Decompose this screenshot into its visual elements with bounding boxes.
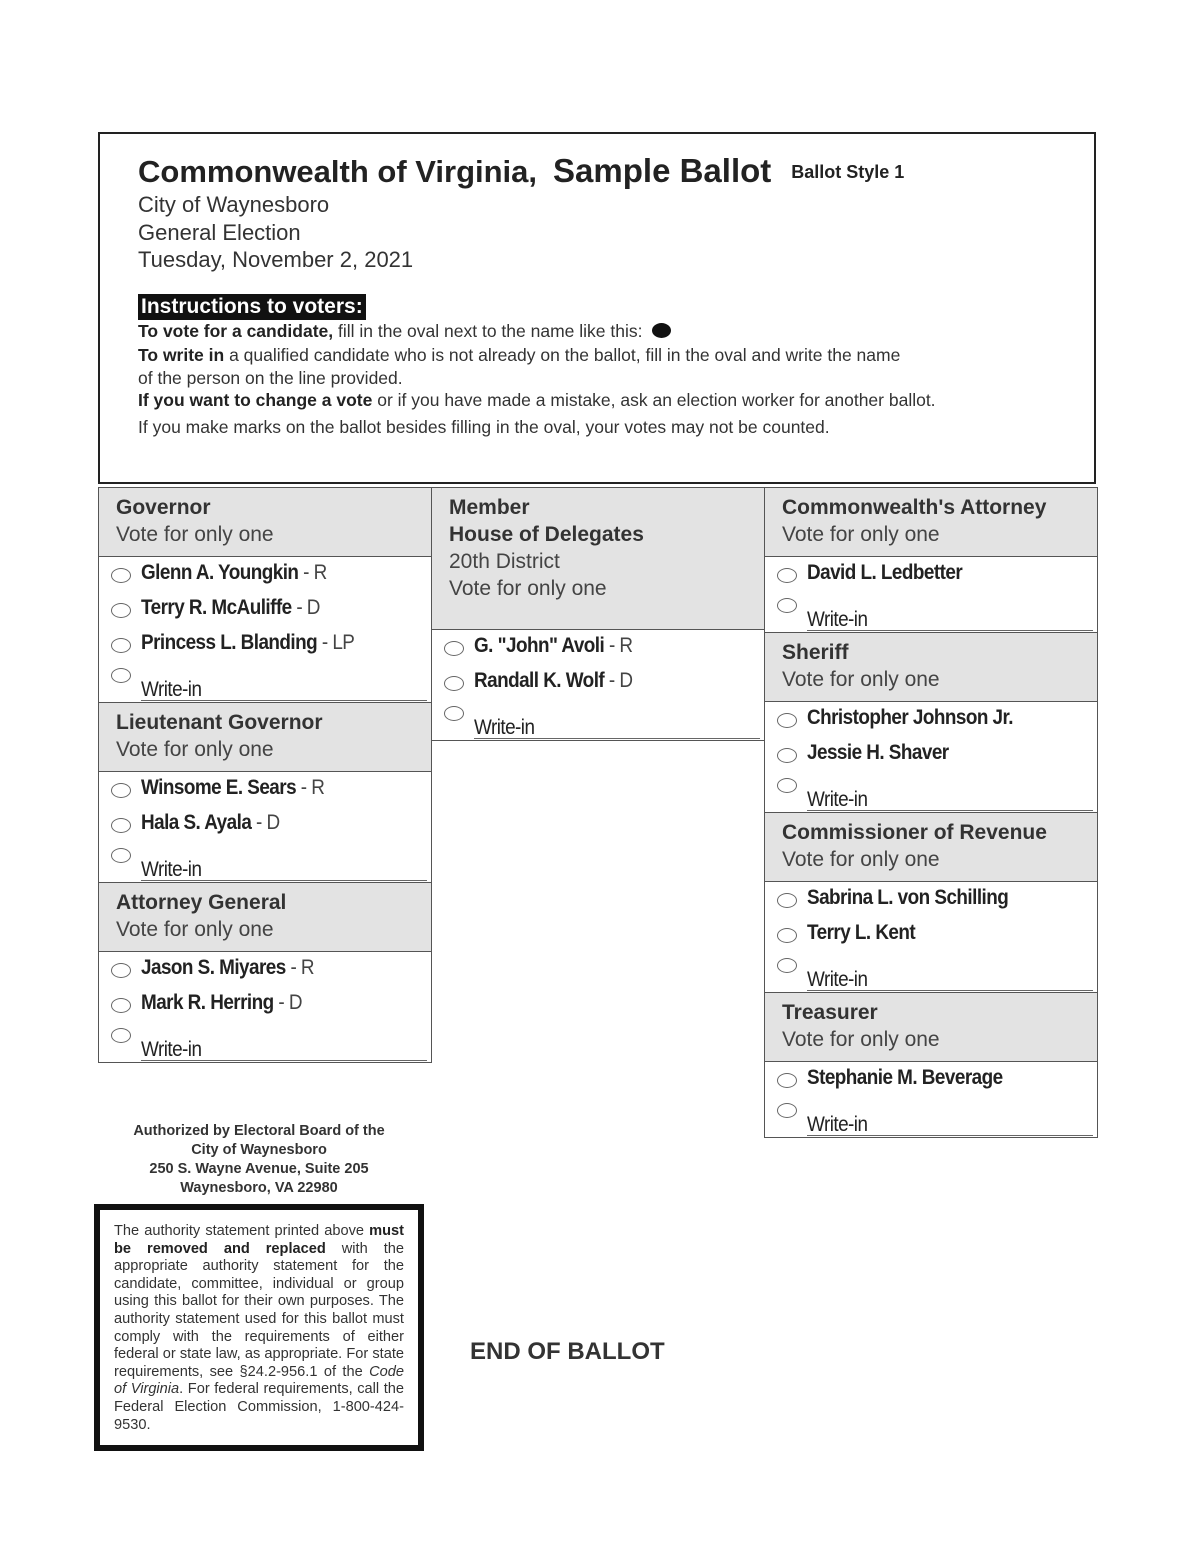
write-in-line[interactable] — [141, 1060, 427, 1061]
office-title: Sheriff — [782, 641, 849, 664]
authority-notice-box: The authority statement printed above must be removed and replaced with the appropriate authority statement for the candidate, committee, individual or group using this ballot for their own purposes. The authority statement used for this ballot must comply with the requirements of either federal or state law, as appropriate. For state requirements, see §24.2-956.1 of the Code of Virginia. For federal requirements, call the Federal Election Commission, 1-800-424-9530. — [94, 1204, 424, 1451]
candidate-row[interactable]: Jason S. Miyares - R — [99, 952, 431, 987]
office-title: Commissioner of Revenue — [782, 821, 1047, 844]
vote-instruction: Vote for only one — [116, 918, 274, 941]
candidate-row[interactable]: G. "John" Avoli - R — [432, 630, 764, 665]
instruction-line-5: If you make marks on the ballot besides filling in the oval, your votes may not be counted. — [138, 417, 830, 437]
candidate-row[interactable]: David L. Ledbetter — [765, 557, 1097, 592]
oval-icon[interactable] — [777, 778, 797, 793]
write-in-row[interactable]: Write-in — [765, 952, 1097, 992]
candidate-row[interactable]: Princess L. Blanding - LP — [99, 627, 431, 662]
title-line — [138, 152, 904, 190]
write-in-line[interactable] — [807, 810, 1093, 811]
oval-icon[interactable] — [111, 1028, 131, 1043]
vote-instruction: Vote for only one — [782, 848, 940, 871]
oval-icon[interactable] — [111, 568, 131, 583]
candidate-row[interactable]: Terry R. McAuliffe - D — [99, 592, 431, 627]
ballot-header — [98, 132, 1096, 484]
office-title: Lieutenant Governor — [116, 711, 323, 734]
contest-sheriff — [764, 633, 1098, 813]
contest-header — [99, 488, 431, 557]
candidate-row[interactable]: Glenn A. Youngkin - R — [99, 557, 431, 592]
contest-header — [99, 703, 431, 772]
write-in-row[interactable]: Write-in — [765, 772, 1097, 812]
write-in-row[interactable]: Write-in — [99, 842, 431, 882]
contest-header — [765, 633, 1097, 702]
candidate-row[interactable]: Hala S. Ayala - D — [99, 807, 431, 842]
election-date: Tuesday, November 2, 2021 — [138, 247, 414, 272]
authority-statement: Authorized by Electoral Board of the City of Waynesboro 250 S. Wayne Avenue, Suite 205 Waynesboro, VA 22980 — [133, 1123, 385, 1196]
oval-icon[interactable] — [777, 893, 797, 908]
oval-icon[interactable] — [111, 603, 131, 618]
contest-governor — [98, 487, 432, 703]
candidate-row[interactable]: Mark R. Herring - D — [99, 987, 431, 1022]
sample-ballot-label: Sample Ballot — [553, 152, 772, 189]
instruction-line-4: If you want to change a vote or if you have made a mistake, ask an election worker for another ballot. — [138, 390, 936, 410]
write-in-line[interactable] — [474, 738, 760, 739]
filled-oval-example-icon — [652, 323, 671, 338]
write-in-row[interactable]: Write-in — [432, 700, 764, 740]
instruction-line-3: of the person on the line provided. — [138, 368, 403, 388]
office-title-line-2: House of Delegates — [449, 523, 644, 546]
candidate-row[interactable]: Terry L. Kent — [765, 917, 1097, 952]
oval-icon[interactable] — [111, 963, 131, 978]
ballot-column-1 — [98, 487, 432, 1063]
ballot-column-3 — [764, 487, 1098, 1138]
oval-icon[interactable] — [111, 668, 131, 683]
write-in-line[interactable] — [807, 1135, 1093, 1136]
contest-treasurer — [764, 993, 1098, 1138]
vote-instruction: Vote for only one — [449, 577, 607, 600]
oval-icon[interactable] — [777, 928, 797, 943]
city-name: City of Waynesboro — [138, 192, 330, 217]
candidate-row[interactable]: Christopher Johnson Jr. — [765, 702, 1097, 737]
write-in-line[interactable] — [807, 630, 1093, 631]
write-in-row[interactable]: Write-in — [765, 592, 1097, 632]
office-title: Attorney General — [116, 891, 287, 914]
write-in-line[interactable] — [141, 880, 427, 881]
write-in-line[interactable] — [807, 990, 1093, 991]
end-of-ballot: END OF BALLOT — [470, 1338, 665, 1365]
candidate-row[interactable]: Stephanie M. Beverage — [765, 1062, 1097, 1097]
oval-icon[interactable] — [111, 783, 131, 798]
vote-instruction: Vote for only one — [782, 523, 940, 546]
oval-icon[interactable] — [444, 676, 464, 691]
contest-header — [99, 883, 431, 952]
vote-instruction: Vote for only one — [116, 523, 274, 546]
election-name: General Election — [138, 220, 301, 245]
office-title-line-1: Member — [449, 496, 530, 519]
ballot-style: Ballot Style 1 — [791, 162, 905, 182]
instructions-heading: Instructions to voters: — [138, 294, 366, 320]
contest-attorney-general — [98, 883, 432, 1063]
write-in-line[interactable] — [141, 700, 427, 701]
oval-icon[interactable] — [777, 958, 797, 973]
contest-commonwealths-attorney — [764, 487, 1098, 633]
contest-header — [432, 488, 764, 630]
oval-icon[interactable] — [777, 748, 797, 763]
candidate-row[interactable]: Randall K. Wolf - D — [432, 665, 764, 700]
office-title: Treasurer — [782, 1001, 878, 1024]
oval-icon[interactable] — [777, 1103, 797, 1118]
oval-icon[interactable] — [444, 706, 464, 721]
oval-icon[interactable] — [111, 818, 131, 833]
oval-icon[interactable] — [777, 598, 797, 613]
oval-icon[interactable] — [777, 1073, 797, 1088]
contest-header — [765, 813, 1097, 882]
oval-icon[interactable] — [111, 638, 131, 653]
vote-instruction: Vote for only one — [782, 1028, 940, 1051]
oval-icon[interactable] — [111, 998, 131, 1013]
instruction-line-1: To vote for a candidate, fill in the oval next to the name like this: — [138, 320, 671, 342]
contest-lieutenant-governor — [98, 703, 432, 883]
oval-icon[interactable] — [444, 641, 464, 656]
write-in-row[interactable]: Write-in — [99, 662, 431, 702]
candidate-row[interactable]: Winsome E. Sears - R — [99, 772, 431, 807]
vote-instruction: Vote for only one — [116, 738, 274, 761]
write-in-row[interactable]: Write-in — [99, 1022, 431, 1062]
instruction-line-2: To write in a qualified candidate who is not already on the ballot, fill in the oval and write the name — [138, 345, 901, 365]
contest-header — [765, 488, 1097, 557]
oval-icon[interactable] — [111, 848, 131, 863]
write-in-row[interactable]: Write-in — [765, 1097, 1097, 1137]
oval-icon[interactable] — [777, 568, 797, 583]
contest-house-of-delegates — [431, 487, 765, 741]
contest-commissioner-of-revenue — [764, 813, 1098, 993]
ballot-column-2 — [431, 487, 765, 741]
ballot-title: Commonwealth of Virginia, — [138, 154, 538, 189]
oval-icon[interactable] — [777, 713, 797, 728]
district-label: 20th District — [449, 550, 560, 573]
vote-instruction: Vote for only one — [782, 668, 940, 691]
candidate-row[interactable]: Sabrina L. von Schilling — [765, 882, 1097, 917]
contest-header — [765, 993, 1097, 1062]
office-title: Commonwealth's Attorney — [782, 496, 1047, 519]
office-title: Governor — [116, 496, 211, 519]
candidate-row[interactable]: Jessie H. Shaver — [765, 737, 1097, 772]
